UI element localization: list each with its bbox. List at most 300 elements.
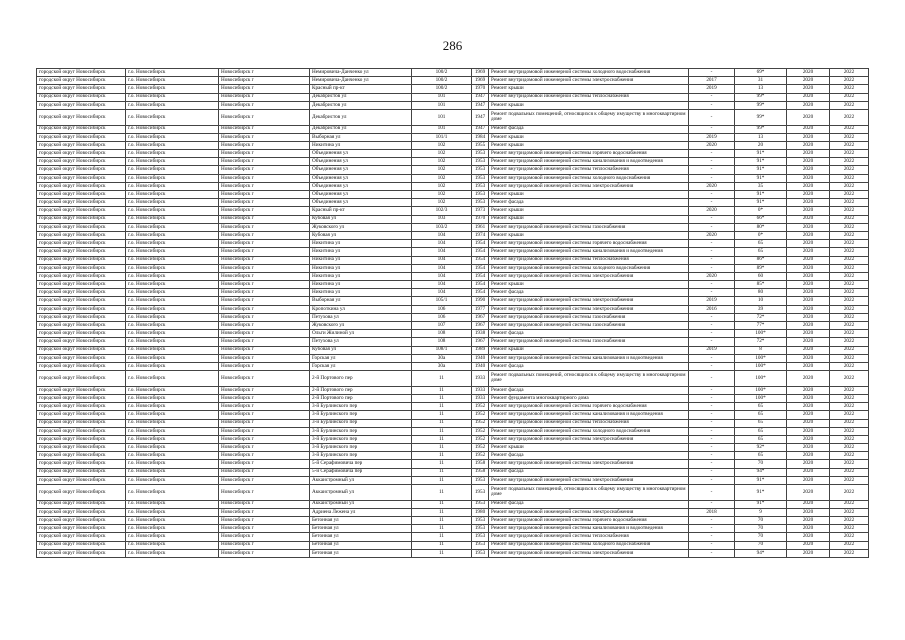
cell-urban-district: г.о. Новосибирск [126,109,219,125]
cell-locality: Новосибирск г [219,533,310,541]
table-row [37,485,869,501]
cell-plan-start-year: 2020 [787,330,830,338]
cell-municipality: городской округ Новосибирск [37,427,126,435]
cell-municipality: городской округ Новосибирск [37,305,126,313]
cell-street: 3-й Бурлинского пер [310,435,412,443]
cell-last-repair-year: - [689,101,735,109]
cell-work-type: Ремонт внутридомовой инженерной системы канализования и водоотведения [489,248,689,256]
cell-last-repair-year: 2018 [689,508,735,516]
cell-work-type: Ремонт внутридомовой инженерной системы теплоснабжения [489,93,689,101]
cell-work-type: Ремонт фундамента многоквартирного дома [489,394,689,402]
table-row [37,476,869,484]
cell-municipality: городской округ Новосибирск [37,403,126,411]
cell-street: Выборная ул [310,297,412,305]
cell-last-repair-year: - [689,452,735,460]
cell-municipality: городской округ Новосибирск [37,141,126,149]
cell-street: Адриена Лежена ул [310,508,412,516]
cell-street: Бетонная ул [310,549,412,557]
cell-year-built: 1954 [472,272,489,280]
cell-street: Декабристов ул [310,101,412,109]
cell-municipality: городской округ Новосибирск [37,516,126,524]
cell-last-repair-year: 2020 [689,207,735,215]
cell-municipality: городской округ Новосибирск [37,500,126,508]
cell-last-repair-year: - [689,394,735,402]
cell-house-number: 104 [412,256,472,264]
cell-year-built: 1952 [472,419,489,427]
cell-work-type: Ремонт внутридомовой инженерной системы канализования и водоотведения [489,411,689,419]
cell-street: Объединения ул [310,150,412,158]
cell-plan-end-year: 2022 [830,85,869,93]
cell-work-type: Ремонт внутридомовой инженерной системы горячего водоснабжения [489,150,689,158]
cell-locality: Новосибирск г [219,93,310,101]
cell-house-number: 101/1 [412,133,472,141]
cell-wear-percent: 91* [735,476,787,484]
cell-municipality: городской округ Новосибирск [37,354,126,362]
table-row [37,305,869,313]
cell-plan-end-year: 2022 [830,427,869,435]
cell-house-number: 104 [412,272,472,280]
cell-urban-district: г.о. Новосибирск [126,362,219,370]
cell-plan-end-year: 2022 [830,330,869,338]
cell-plan-start-year: 2020 [787,313,830,321]
cell-wear-percent: 70 [735,533,787,541]
cell-plan-start-year: 2020 [787,468,830,476]
cell-municipality: городской округ Новосибирск [37,199,126,207]
cell-work-type: Ремонт внутридомовой инженерной системы электроснабжения [489,77,689,85]
cell-last-repair-year: - [689,435,735,443]
cell-last-repair-year: - [689,460,735,468]
cell-urban-district: г.о. Новосибирск [126,322,219,330]
cell-last-repair-year: - [689,468,735,476]
cell-work-type: Ремонт крыши [489,231,689,239]
cell-work-type: Ремонт внутридомовой инженерной системы электроснабжения [489,476,689,484]
cell-wear-percent: 100* [735,371,787,387]
cell-plan-start-year: 2020 [787,549,830,557]
cell-plan-start-year: 2020 [787,403,830,411]
cell-locality: Новосибирск г [219,313,310,321]
cell-locality: Новосибирск г [219,411,310,419]
cell-locality: Новосибирск г [219,541,310,549]
cell-wear-percent: 70 [735,525,787,533]
cell-house-number: 102 [412,174,472,182]
cell-street: Горская ул [310,354,412,362]
cell-work-type: Ремонт крыши [489,133,689,141]
cell-last-repair-year: - [689,525,735,533]
cell-last-repair-year: 2020 [689,182,735,190]
table-row [37,141,869,149]
cell-plan-start-year: 2020 [787,231,830,239]
cell-house-number: 104 [412,264,472,272]
cell-wear-percent: 65 [735,452,787,460]
cell-last-repair-year: - [689,150,735,158]
cell-last-repair-year: - [689,354,735,362]
cell-work-type: Ремонт фасада [489,468,689,476]
cell-street: 2-й Портового пер [310,394,412,402]
cell-street: Красный пр-кт [310,85,412,93]
cell-house-number: 104 [412,289,472,297]
cell-urban-district: г.о. Новосибирск [126,297,219,305]
cell-plan-start-year: 2020 [787,77,830,85]
cell-plan-end-year: 2022 [830,150,869,158]
cell-urban-district: г.о. Новосибирск [126,231,219,239]
cell-year-built: 1953 [472,533,489,541]
table-row [37,281,869,289]
cell-plan-end-year: 2022 [830,476,869,484]
cell-municipality: городской округ Новосибирск [37,386,126,394]
cell-wear-percent: 80 [735,289,787,297]
cell-street: Петухова ул [310,313,412,321]
table-row [37,362,869,370]
cell-work-type: Ремонт внутридомовой инженерной системы холодного водоснабжения [489,174,689,182]
cell-street: Никитина ул [310,289,412,297]
table-row [37,223,869,231]
table-row [37,158,869,166]
cell-plan-start-year: 2020 [787,362,830,370]
cell-urban-district: г.о. Новосибирск [126,541,219,549]
cell-year-built: 1953 [472,485,489,501]
cell-urban-district: г.о. Новосибирск [126,549,219,557]
cell-plan-end-year: 2022 [830,223,869,231]
cell-urban-district: г.о. Новосибирск [126,394,219,402]
cell-plan-end-year: 2022 [830,452,869,460]
cell-house-number: 11 [412,452,472,460]
cell-street: 3-й Бурлинского пер [310,403,412,411]
cell-wear-percent: 91* [735,500,787,508]
table-row [37,427,869,435]
cell-last-repair-year: - [689,69,735,77]
cell-year-built: 1953 [472,500,489,508]
cell-wear-percent: 91* [735,191,787,199]
cell-locality: Новосибирск г [219,199,310,207]
cell-wear-percent: 100* [735,386,787,394]
cell-urban-district: г.о. Новосибирск [126,435,219,443]
cell-year-built: 1947 [472,125,489,133]
cell-plan-start-year: 2020 [787,240,830,248]
cell-wear-percent: 65 [735,435,787,443]
table-row [37,394,869,402]
cell-urban-district: г.о. Новосибирск [126,427,219,435]
cell-municipality: городской округ Новосибирск [37,330,126,338]
cell-urban-district: г.о. Новосибирск [126,77,219,85]
cell-plan-end-year: 2022 [830,313,869,321]
cell-last-repair-year: - [689,444,735,452]
cell-house-number: 30а [412,354,472,362]
cell-street: Кубовая ул [310,231,412,239]
cell-wear-percent: 77* [735,322,787,330]
cell-year-built: 1954 [472,256,489,264]
cell-municipality: городской округ Новосибирск [37,223,126,231]
cell-municipality: городской округ Новосибирск [37,101,126,109]
cell-plan-end-year: 2022 [830,240,869,248]
cell-last-repair-year: - [689,93,735,101]
cell-wear-percent: 94* [735,549,787,557]
cell-municipality: городской округ Новосибирск [37,289,126,297]
cell-year-built: 1953 [472,150,489,158]
cell-plan-end-year: 2022 [830,500,869,508]
cell-locality: Новосибирск г [219,435,310,443]
cell-locality: Новосибирск г [219,223,310,231]
cell-urban-district: г.о. Новосибирск [126,468,219,476]
cell-municipality: городской округ Новосибирск [37,444,126,452]
cell-locality: Новосибирск г [219,166,310,174]
cell-year-built: 1947 [472,101,489,109]
table-row [37,264,869,272]
cell-plan-end-year: 2022 [830,485,869,501]
cell-urban-district: г.о. Новосибирск [126,485,219,501]
cell-house-number: 104 [412,248,472,256]
cell-plan-end-year: 2022 [830,256,869,264]
cell-year-built: 1989 [472,346,489,354]
cell-plan-end-year: 2022 [830,231,869,239]
cell-wear-percent: 91* [735,174,787,182]
cell-wear-percent: 80* [735,223,787,231]
cell-urban-district: г.о. Новосибирск [126,141,219,149]
cell-street: Никитина ул [310,264,412,272]
cell-municipality: городской округ Новосибирск [37,215,126,223]
cell-wear-percent: 86* [735,256,787,264]
cell-plan-start-year: 2020 [787,305,830,313]
cell-street: Аккаистромный ул [310,500,412,508]
cell-year-built: 1958 [472,460,489,468]
cell-year-built: 1955 [472,141,489,149]
cell-house-number: 102 [412,141,472,149]
cell-municipality: городской округ Новосибирск [37,508,126,516]
cell-municipality: городской округ Новосибирск [37,338,126,346]
cell-urban-district: г.о. Новосибирск [126,281,219,289]
cell-wear-percent: 70 [735,460,787,468]
cell-year-built: 1953 [472,182,489,190]
cell-house-number: 30а [412,362,472,370]
cell-plan-end-year: 2022 [830,305,869,313]
cell-house-number: 108 [412,338,472,346]
cell-wear-percent: 9 [735,508,787,516]
cell-plan-end-year: 2022 [830,516,869,524]
cell-urban-district: г.о. Новосибирск [126,215,219,223]
cell-house-number: 101 [412,101,472,109]
cell-plan-end-year: 2022 [830,125,869,133]
cell-wear-percent: 100* [735,354,787,362]
cell-plan-start-year: 2020 [787,182,830,190]
cell-house-number: 11 [412,435,472,443]
cell-plan-end-year: 2022 [830,411,869,419]
cell-locality: Новосибирск г [219,231,310,239]
cell-work-type: Ремонт крыши [489,141,689,149]
cell-urban-district: г.о. Новосибирск [126,133,219,141]
cell-locality: Новосибирск г [219,330,310,338]
cell-year-built: 1933 [472,394,489,402]
cell-locality: Новосибирск г [219,215,310,223]
cell-year-built: 1933 [472,386,489,394]
cell-house-number: 11 [412,516,472,524]
cell-last-repair-year: - [689,371,735,387]
cell-plan-start-year: 2020 [787,500,830,508]
cell-urban-district: г.о. Новосибирск [126,264,219,272]
table-row [37,191,869,199]
cell-house-number: 102 [412,158,472,166]
cell-street: Никитина ул [310,256,412,264]
cell-urban-district: г.о. Новосибирск [126,125,219,133]
cell-last-repair-year: - [689,386,735,394]
cell-wear-percent: 20 [735,141,787,149]
cell-plan-end-year: 2022 [830,394,869,402]
cell-street: 2-й Портового пер [310,371,412,387]
cell-plan-start-year: 2020 [787,371,830,387]
table-row [37,101,869,109]
cell-municipality: городской округ Новосибирск [37,435,126,443]
table-row [37,109,869,125]
table-row [37,322,869,330]
cell-plan-end-year: 2022 [830,264,869,272]
cell-municipality: городской округ Новосибирск [37,476,126,484]
cell-urban-district: г.о. Новосибирск [126,289,219,297]
cell-year-built: 1952 [472,411,489,419]
cell-street: 3-й Бурлинского пер [310,419,412,427]
cell-work-type: Ремонт фасада [489,125,689,133]
cell-year-built: 1970 [472,85,489,93]
cell-street: Аккаистромный ул [310,485,412,501]
cell-plan-end-year: 2022 [830,346,869,354]
cell-year-built: 1969 [472,69,489,77]
cell-work-type: Ремонт внутридомовой инженерной системы канализования и водоотведения [489,354,689,362]
cell-year-built: 1952 [472,427,489,435]
cell-urban-district: г.о. Новосибирск [126,69,219,77]
cell-municipality: городской округ Новосибирск [37,419,126,427]
cell-urban-district: г.о. Новосибирск [126,158,219,166]
cell-work-type: Ремонт внутридомовой инженерной системы горячего водоснабжения [489,240,689,248]
cell-wear-percent: 65 [735,411,787,419]
cell-work-type: Ремонт внутридомовой инженерной системы теплоснабжения [489,166,689,174]
cell-plan-end-year: 2022 [830,141,869,149]
cell-house-number: 11 [412,549,472,557]
cell-municipality: городской округ Новосибирск [37,256,126,264]
cell-last-repair-year: - [689,541,735,549]
cell-work-type: Ремонт фасада [489,500,689,508]
cell-locality: Новосибирск г [219,207,310,215]
cell-house-number: 11 [412,468,472,476]
cell-municipality: городской округ Новосибирск [37,174,126,182]
cell-urban-district: г.о. Новосибирск [126,419,219,427]
cell-year-built: 1953 [472,174,489,182]
cell-house-number: 11 [412,525,472,533]
cell-wear-percent: 65 [735,427,787,435]
cell-locality: Новосибирск г [219,362,310,370]
cell-last-repair-year: - [689,199,735,207]
cell-year-built: 1940 [472,354,489,362]
cell-wear-percent: 70 [735,541,787,549]
cell-work-type: Ремонт внутридомовой инженерной системы канализования и водоотведения [489,158,689,166]
cell-wear-percent: 89* [735,264,787,272]
table-row [37,419,869,427]
cell-work-type: Ремонт внутридомовой инженерной системы теплоснабжения [489,256,689,264]
cell-wear-percent: 92* [735,444,787,452]
cell-street: Кубовая ул [310,215,412,223]
cell-street: Декабристов ул [310,109,412,125]
cell-urban-district: г.о. Новосибирск [126,85,219,93]
cell-locality: Новосибирск г [219,419,310,427]
cell-plan-start-year: 2020 [787,427,830,435]
cell-wear-percent: 65 [735,403,787,411]
cell-municipality: городской округ Новосибирск [37,264,126,272]
cell-street: Немировича-Данченко ул [310,69,412,77]
cell-wear-percent: 100* [735,362,787,370]
cell-plan-start-year: 2020 [787,191,830,199]
cell-municipality: городской округ Новосибирск [37,85,126,93]
cell-municipality: городской округ Новосибирск [37,346,126,354]
cell-year-built: 1933 [472,371,489,387]
cell-plan-start-year: 2020 [787,346,830,354]
cell-work-type: Ремонт фасада [489,330,689,338]
cell-locality: Новосибирск г [219,338,310,346]
cell-house-number: 11 [412,533,472,541]
cell-urban-district: г.о. Новосибирск [126,174,219,182]
cell-street: 5-й Серафимовича пер [310,468,412,476]
table-row [37,256,869,264]
cell-last-repair-year: - [689,313,735,321]
cell-plan-start-year: 2020 [787,525,830,533]
cell-house-number: 101 [412,93,472,101]
cell-plan-end-year: 2022 [830,525,869,533]
cell-plan-start-year: 2020 [787,85,830,93]
cell-locality: Новосибирск г [219,297,310,305]
cell-last-repair-year: - [689,248,735,256]
cell-municipality: городской округ Новосибирск [37,166,126,174]
cell-house-number: 100/2 [412,69,472,77]
cell-street: Объединения ул [310,182,412,190]
cell-last-repair-year: - [689,403,735,411]
cell-municipality: городской округ Новосибирск [37,322,126,330]
cell-locality: Новосибирск г [219,354,310,362]
cell-street: Горская ул [310,362,412,370]
cell-locality: Новосибирск г [219,525,310,533]
cell-locality: Новосибирск г [219,394,310,402]
cell-house-number: 11 [412,485,472,501]
cell-municipality: городской округ Новосибирск [37,533,126,541]
cell-house-number: 105/1 [412,297,472,305]
cell-locality: Новосибирск г [219,468,310,476]
cell-wear-percent: 99* [735,93,787,101]
cell-year-built: 1967 [472,338,489,346]
cell-wear-percent: 99* [735,109,787,125]
cell-year-built: 1940 [472,362,489,370]
cell-house-number: 11 [412,419,472,427]
cell-urban-district: г.о. Новосибирск [126,533,219,541]
cell-house-number: 101 [412,125,472,133]
cell-work-type: Ремонт подвальных помещений, относящихся к общему имуществу в многоквартирном доме [489,485,689,501]
cell-year-built: 1984 [472,133,489,141]
cell-last-repair-year: - [689,174,735,182]
table-row [37,452,869,460]
table-row [37,346,869,354]
cell-house-number: 108/1 [412,346,472,354]
cell-municipality: городской округ Новосибирск [37,549,126,557]
cell-plan-end-year: 2022 [830,101,869,109]
cell-municipality: городской округ Новосибирск [37,248,126,256]
cell-last-repair-year: - [689,330,735,338]
cell-locality: Новосибирск г [219,500,310,508]
cell-last-repair-year: - [689,191,735,199]
cell-street: Никитина ул [310,281,412,289]
cell-plan-end-year: 2022 [830,69,869,77]
cell-locality: Новосибирск г [219,452,310,460]
cell-plan-start-year: 2020 [787,516,830,524]
table-row [37,338,869,346]
cell-plan-end-year: 2022 [830,549,869,557]
cell-last-repair-year: 2019 [689,297,735,305]
cell-year-built: 1953 [472,199,489,207]
cell-plan-end-year: 2022 [830,338,869,346]
cell-urban-district: г.о. Новосибирск [126,223,219,231]
cell-street: 5-й Серафимовича пер [310,460,412,468]
